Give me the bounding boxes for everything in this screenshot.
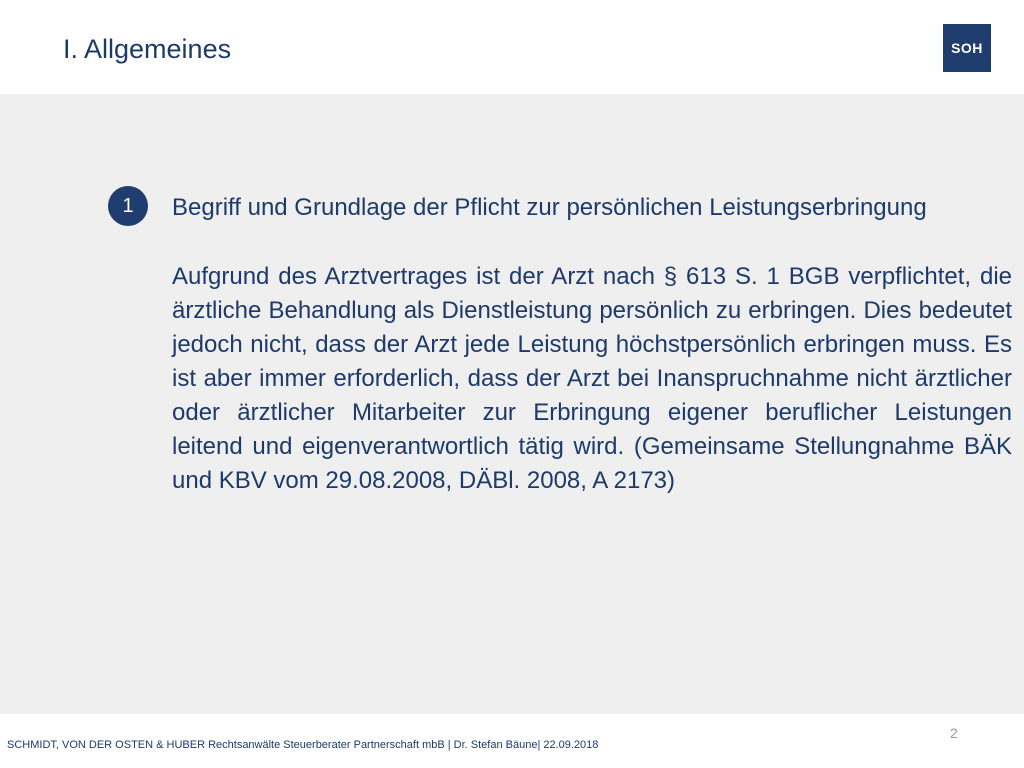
logo-text: SOH xyxy=(951,40,983,56)
slide-content xyxy=(0,94,1024,714)
section-number-badge xyxy=(108,186,148,226)
slide-header xyxy=(0,0,1024,94)
soh-logo xyxy=(943,24,991,72)
footer-text: SCHMIDT, VON DER OSTEN & HUBER Rechtsanwälte Steuerberater Partnerschaft mbB | Dr. Stefan Bäune| 22.09.2018 xyxy=(7,739,599,751)
section-heading: Begriff und Grundlage der Pflicht zur persönlichen Leistungserbringung xyxy=(172,194,927,221)
page-number: 2 xyxy=(950,725,958,741)
section-number: 1 xyxy=(122,194,134,217)
section-body: Aufgrund des Arztvertrages ist der Arzt nach § 613 S. 1 BGB verpflichtet, die ärztliche Behandlung als Dienstleistung persönlich zu erbringen. Dies bedeutet jedoch nicht, dass der Arzt jede Leistung höchstpersönlich erbringen muss. Es ist aber immer erforderlich, dass der Arzt bei Inanspruchnahme nicht ärztlicher oder ärztlicher Mitarbeiter zur Erbringung eigener beruflicher Leistungen leitend und eigenverantwortlich tätig wird. (Gemeinsame Stellungnahme BÄK und KBV vom 29.08.2008, DÄBl. 2008, A 2173) xyxy=(172,263,1012,494)
slide-title: I. Allgemeines xyxy=(63,34,232,64)
slide-footer xyxy=(0,714,1024,768)
